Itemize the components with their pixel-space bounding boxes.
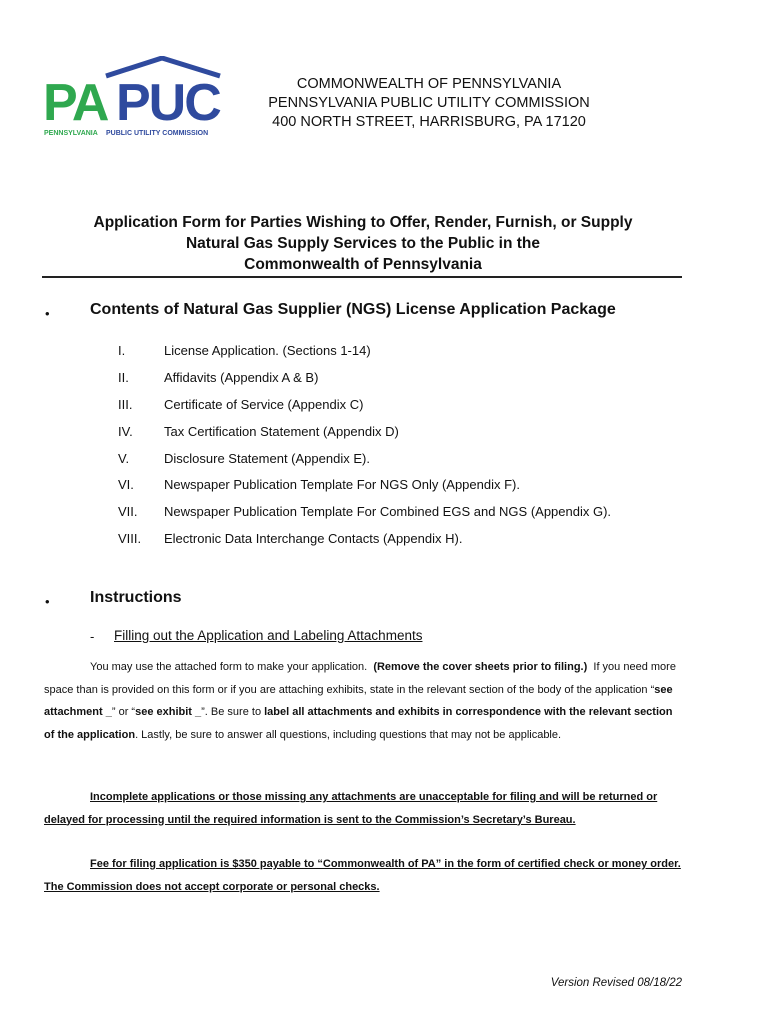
incomplete-warning (44, 786, 684, 831)
contents-item-text: Electronic Data Interchange Contacts (Appendix H). (164, 531, 463, 547)
logo-tagline-commission: PUBLIC UTILITY COMMISSION (106, 130, 209, 137)
bullet-glyph: • (45, 594, 50, 609)
fee-notice (44, 853, 684, 898)
para-text: ” or “ (111, 706, 136, 718)
letterhead (248, 75, 610, 132)
contents-item-text: Disclosure Statement (Appendix E). (164, 450, 370, 466)
subheading-dash: - (90, 629, 95, 644)
para-text: ”. Be sure to (201, 706, 265, 718)
papuc-logo (40, 56, 222, 140)
contents-heading: Contents of Natural Gas Supplier (NGS) License Application Package (90, 301, 616, 318)
logo-wordmark-puc: PUC (116, 74, 220, 132)
contents-item-number: VII. (118, 504, 138, 520)
para-text: You may use the attached form to make your application. (90, 661, 368, 673)
instructions-paragraph (44, 656, 684, 746)
instructions-subheading: Filling out the Application and Labeling Attachments (114, 628, 423, 643)
contents-item-number: VIII. (118, 531, 142, 547)
logo-wordmark-pa: PA (43, 74, 108, 132)
contents-item-text: Tax Certification Statement (Appendix D) (164, 423, 399, 439)
title-line-2: Natural Gas Supply Services to the Public in the (185, 235, 540, 252)
contents-item-number: IV. (118, 423, 133, 439)
contents-item-number: I. (118, 343, 126, 358)
para-emphasis: label all attachments and exhibits in correspondence with the relevant section of the application (44, 706, 673, 741)
para-text: . Lastly, be sure to answer all questions, including questions that may not be applicable. (135, 728, 562, 741)
letterhead-line-3: 400 NORTH STREET, HARRISBURG, PA 17120 (272, 114, 586, 130)
contents-item-number: III. (118, 396, 133, 412)
document-title (44, 212, 682, 275)
logo-tagline-state: PENNSYLVANIA (44, 130, 98, 137)
letterhead-line-1: COMMONWEALTH OF PENNSYLVANIA (296, 76, 562, 92)
title-line-1: Application Form for Parties Wishing to Offer, Render, Furnish, or Supply (93, 214, 633, 231)
contents-item-number: II. (118, 369, 129, 385)
contents-item-text: Affidavits (Appendix A & B) (164, 369, 319, 385)
contents-item-number: VI. (118, 477, 134, 493)
contents-item-text: Certificate of Service (Appendix C) (164, 396, 364, 412)
title-line-3: Commonwealth of Pennsylvania (244, 256, 482, 273)
contents-item-text: Newspaper Publication Template For NGS Only (Appendix F). (164, 477, 520, 493)
title-divider (42, 276, 682, 278)
para-emphasis: see exhibit _ (135, 706, 202, 718)
contents-item-number: V. (118, 450, 130, 466)
contents-item-text: Newspaper Publication Template For Combined EGS and NGS (Appendix G). (164, 504, 612, 520)
version-label: Version Revised 08/18/22 (550, 977, 682, 989)
para-text: If you need more space than is provided on this form or if you are attaching exhibits, state in the relevant section of the body of the application “ (44, 661, 676, 696)
para-emphasis: see attachment _ (44, 683, 673, 718)
fee-text: Fee for filing application is $350 payable to “Commonwealth of PA” in the form of certified check or money order. The Commission does not accept corporate or personal checks. (44, 858, 681, 893)
warning-text: Incomplete applications or those missing any attachments are unacceptable for filing and will be returned or delayed for processing until the required information is sent to the Commission’s Secretary’s Bureau. (44, 791, 658, 826)
contents-item-text: License Application. (Sections 1-14) (164, 343, 371, 358)
para-emphasis: (Remove the cover sheets prior to filing.) (373, 661, 588, 673)
letterhead-line-2: PENNSYLVANIA PUBLIC UTILITY COMMISSION (268, 95, 590, 111)
bullet-glyph: • (45, 306, 50, 321)
instructions-heading: Instructions (90, 589, 182, 606)
